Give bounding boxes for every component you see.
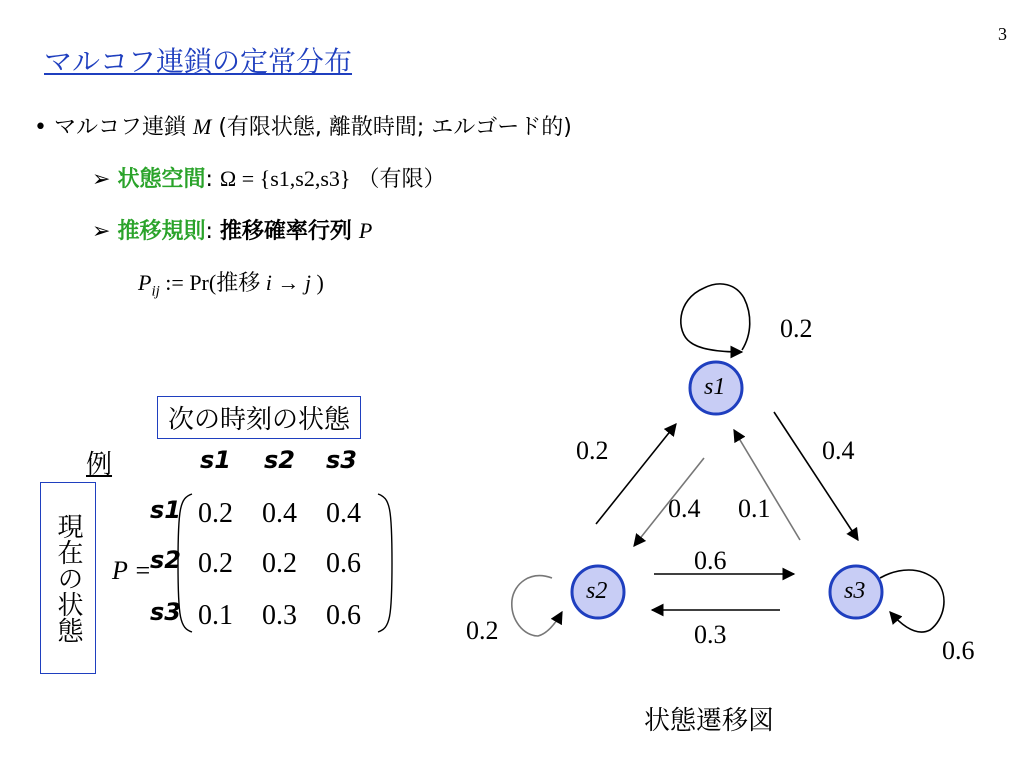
row-header-s1: s1: [150, 496, 181, 524]
edge-label-s1-s2: 0.4: [668, 494, 701, 523]
arrow-marker-icon: ➢: [92, 219, 111, 244]
matrix-cell: 0.2: [198, 548, 233, 579]
bullet-properties: (有限状態, 離散時間; エルゴード的): [218, 115, 572, 140]
definition-arrow: →: [277, 270, 300, 295]
edge-label-s3-s2: 0.3: [694, 620, 727, 649]
matrix-cell: 0.4: [326, 498, 361, 529]
edge-label-s2-s2: 0.2: [466, 616, 499, 645]
node-s2-label: s2: [586, 578, 608, 604]
bullet-marker: •: [34, 115, 47, 140]
bullet-text: マルコフ連鎖: [53, 115, 186, 140]
definition-word: 推移: [216, 271, 261, 296]
edge-label-s2-s1: 0.2: [576, 436, 609, 465]
state-space-colon: :: [205, 167, 213, 192]
node-s3-label: s3: [844, 578, 866, 604]
self-loop-s2: [512, 576, 562, 636]
edge-label-s3-s1: 0.1: [738, 494, 771, 523]
matrix-cell: 0.3: [262, 600, 297, 631]
matrix-name: P =: [112, 556, 152, 585]
matrix-cell: 0.2: [198, 498, 233, 529]
self-loop-s1-top: [704, 284, 750, 350]
node-s1-label: s1: [704, 374, 726, 400]
transition-rule-colon: :: [205, 219, 213, 244]
definition-lhs-sub: ij: [151, 283, 160, 300]
transition-matrix-var: P: [358, 218, 373, 243]
row-header-s3: s3: [150, 598, 181, 626]
definition-op: := Pr(: [165, 270, 217, 295]
col-header-s1: s1: [200, 446, 231, 474]
definition-close: ): [316, 270, 324, 295]
col-header-s2: s2: [264, 446, 295, 474]
arrow-marker-icon: ➢: [92, 167, 111, 192]
next-state-label: 次の時刻の状態: [157, 396, 361, 439]
diagram-caption: 状態遷移図: [644, 706, 775, 736]
matrix-cell: 0.2: [262, 548, 297, 579]
transition-matrix-text: 推移確率行列: [219, 219, 352, 244]
matrix-cell: 0.6: [326, 548, 361, 579]
matrix-cell: 0.1: [198, 600, 233, 631]
matrix-cell: 0.4: [262, 498, 297, 529]
matrix-cell: 0.6: [326, 600, 361, 631]
edge-label-s1-s3: 0.4: [822, 436, 855, 465]
col-header-s3: s3: [326, 446, 357, 474]
self-loop-s1: [681, 288, 742, 352]
transition-rule-label: 推移規則: [117, 219, 206, 244]
definition-lhs: P: [138, 270, 152, 295]
edge-label-s2-s3: 0.6: [694, 546, 727, 575]
self-loop-s3: [880, 570, 944, 632]
page-number: 3: [998, 24, 1007, 44]
definition-j: j: [304, 270, 311, 295]
edge-s1-s3: [774, 412, 858, 540]
edge-label-s1-s1: 0.2: [780, 314, 813, 343]
state-space-note: （有限）: [357, 167, 446, 192]
chain-variable: M: [193, 114, 212, 139]
example-label: 例: [86, 450, 113, 480]
state-space-label: 状態空間: [117, 167, 206, 192]
row-header-s2: s2: [150, 546, 181, 574]
edge-label-s3-s3: 0.6: [942, 636, 975, 665]
state-space-formula: Ω = {s1,s2,s3}: [219, 166, 351, 191]
slide-title: マルコフ連鎖の定常分布: [44, 45, 353, 78]
definition-i: i: [265, 270, 272, 295]
current-state-label: 現在の状態: [40, 482, 96, 674]
